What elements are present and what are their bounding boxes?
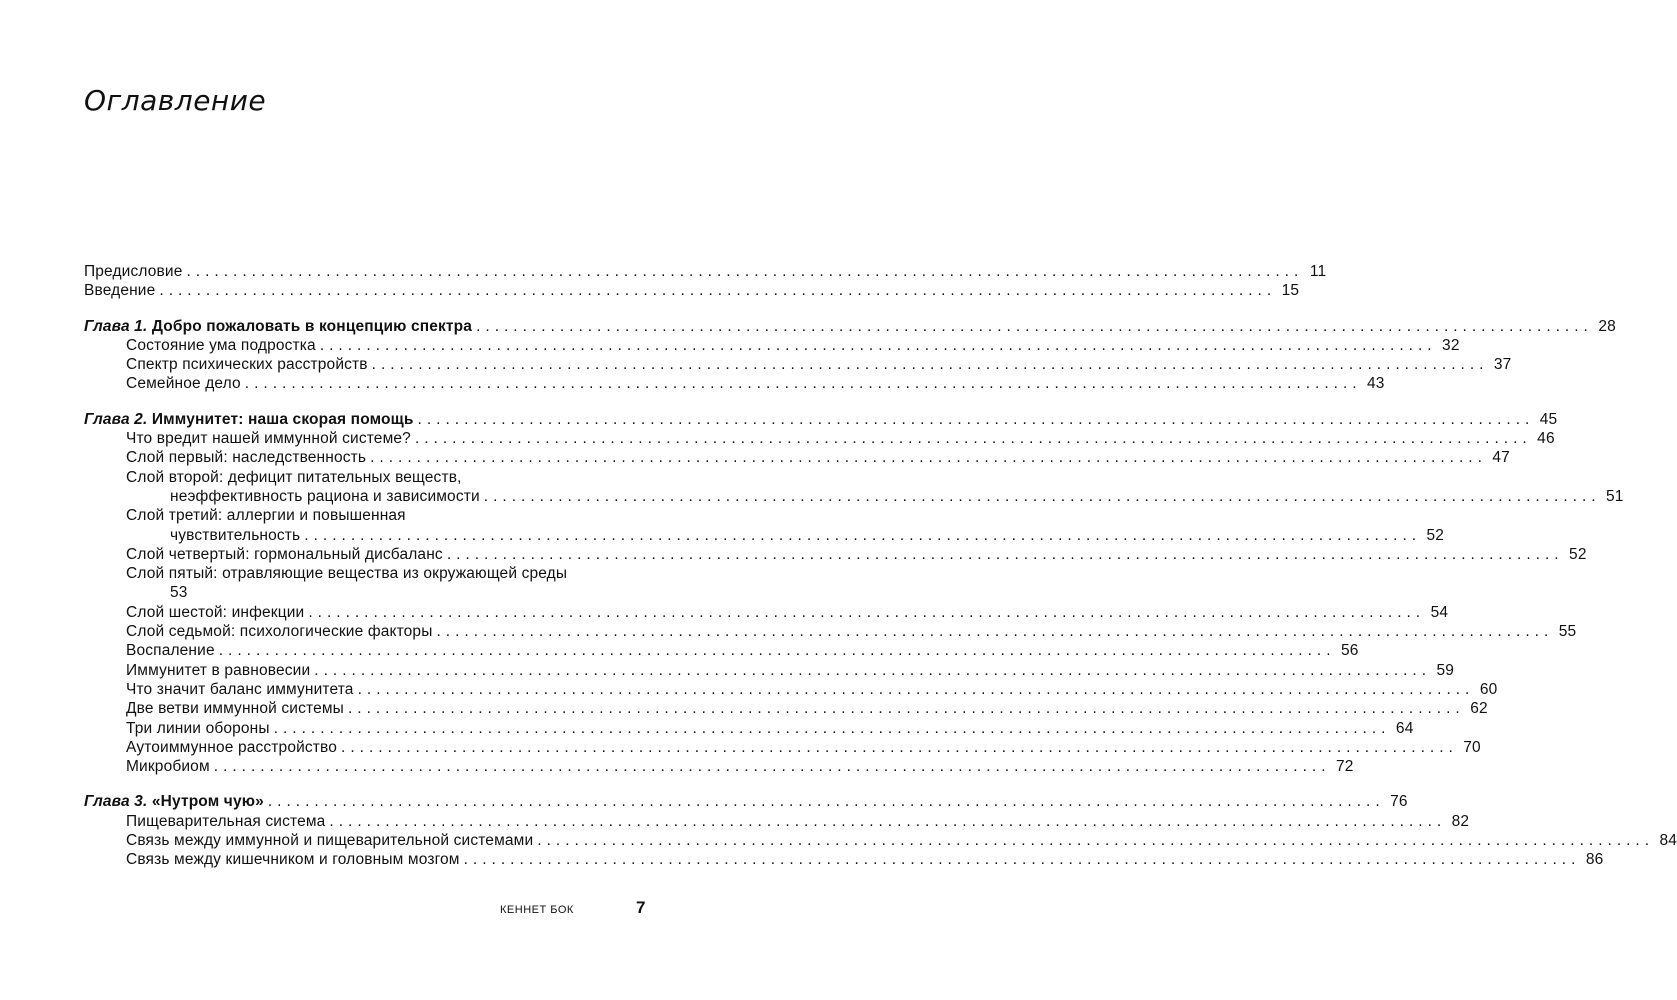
toc-entry-section[interactable] — [84, 355, 1512, 374]
entry-title: чувствительность — [170, 526, 301, 544]
toc-entry-section[interactable] — [84, 831, 1677, 850]
entry-title: Связь между иммунной и пищеварительной системами — [126, 832, 534, 850]
entry-title: Предисловие — [84, 263, 183, 280]
toc-entry-section[interactable] — [84, 603, 1449, 622]
toc-entry-section[interactable] — [84, 545, 1587, 564]
dot-leader: ........................................................................................................................ — [436, 623, 1554, 641]
entry-page-number: 59 — [1436, 661, 1455, 679]
entry-title: Пищеварительная система — [126, 812, 326, 830]
entry-page-number: 51 — [1606, 487, 1624, 505]
entry-page-number: 54 — [1430, 603, 1449, 621]
table-of-contents — [84, 262, 1677, 886]
dot-leader: ........................................................................................................................ — [370, 449, 1487, 467]
toc-entry-section[interactable] — [84, 719, 1414, 738]
entry-page-number: 64 — [1395, 719, 1414, 737]
entry-title: неэффективность рациона и зависимости — [170, 487, 480, 505]
entry-page-number: 76 — [1390, 793, 1408, 811]
dot-leader: ........................................................................................................................ — [446, 545, 1564, 563]
toc-entry-section[interactable] — [84, 699, 1488, 718]
entry-page-number: 43 — [1367, 375, 1385, 393]
toc-entry-chapter-1[interactable] — [84, 317, 1616, 336]
running-footer-author: КЕННЕТ БОК — [500, 904, 574, 916]
chapter-title: «Нутром чую» — [151, 793, 264, 811]
entry-page-number: 15 — [1281, 282, 1300, 300]
section-title-long[interactable]: Слой пятый: отравляющие вещества из окружающей среды — [126, 565, 568, 583]
entry-page-number: 84 — [1659, 832, 1677, 850]
toc-entry-preface[interactable] — [84, 262, 1327, 281]
dot-leader: ........................................................................................................................ — [159, 282, 1277, 300]
dot-leader: ........................................................................................................................ — [417, 410, 1535, 428]
chapter-1-group — [84, 317, 1616, 394]
chapter-2-group — [84, 410, 1624, 777]
entry-title: Семейное дело — [126, 375, 241, 393]
toc-entry-section[interactable] — [84, 526, 1445, 545]
entry-title: Слой седьмой: психологические факторы — [126, 623, 433, 641]
toc-entry-section[interactable] — [84, 487, 1624, 506]
toc-entry-section[interactable] — [84, 812, 1470, 831]
entry-page-number: 47 — [1492, 449, 1510, 467]
dot-leader: ........................................................................................................................ — [476, 317, 1593, 335]
entry-page-number: 52 — [1569, 545, 1587, 563]
chapter-title: Добро пожаловать в концепцию спектра — [151, 317, 473, 335]
chapter-label: Глава 2. — [84, 410, 148, 428]
page-number: 7 — [636, 898, 646, 917]
entry-title: Спектр психических расстройств — [126, 356, 368, 374]
entry-page-number: 55 — [1558, 623, 1577, 641]
entry-title: Слой первый: наследственность — [126, 449, 367, 467]
chapter-title: Иммунитет: наша скорая помощь — [151, 410, 414, 428]
dot-leader: ........................................................................................................................ — [213, 758, 1331, 776]
entry-title: Что значит баланс иммунитета — [126, 680, 354, 698]
entry-title: Состояние ума подростка — [126, 336, 316, 354]
toc-entry-section[interactable] — [84, 850, 1604, 869]
dot-leader: ........................................................................................................................ — [463, 851, 1581, 869]
dot-leader: ........................................................................................................................ — [304, 526, 1422, 544]
dot-leader: ........................................................................................................................ — [371, 356, 1489, 374]
entry-page-number: 70 — [1463, 738, 1481, 756]
chapter-3-group — [84, 792, 1677, 869]
toc-entry-section[interactable] — [84, 680, 1498, 699]
toc-entry-section[interactable] — [84, 738, 1481, 757]
entry-title: Воспаление — [126, 642, 215, 660]
toc-entry-section[interactable] — [84, 641, 1359, 660]
dot-leader: ........................................................................................................................ — [314, 661, 1432, 679]
entry-page-number: 32 — [1442, 336, 1460, 354]
dot-leader: ........................................................................................................................ — [186, 263, 1304, 280]
toc-entry-section[interactable] — [84, 661, 1455, 680]
dot-leader: ........................................................................................................................ — [341, 738, 1458, 756]
entry-page-number: 52 — [1426, 526, 1445, 544]
front-matter-group — [84, 262, 1327, 301]
entry-page-number: 46 — [1537, 430, 1555, 448]
toc-entry-section[interactable] — [84, 448, 1510, 467]
chapter-label: Глава 3. — [84, 793, 148, 811]
entry-title: Слой шестой: инфекции — [126, 603, 305, 621]
entry-title: Три линии обороны — [126, 719, 270, 737]
toc-entry-section[interactable] — [84, 429, 1555, 448]
toc-entry-section[interactable] — [84, 336, 1460, 355]
dot-leader: ........................................................................................................................ — [319, 336, 1437, 354]
toc-entry-chapter-2[interactable] — [84, 410, 1558, 429]
dot-leader: ........................................................................................................................ — [244, 375, 1362, 393]
entry-title: Микробиом — [126, 758, 210, 776]
page-title: Оглавление — [84, 84, 267, 117]
dot-leader: ........................................................................................................................ — [483, 487, 1601, 505]
toc-entry-introduction[interactable] — [84, 281, 1300, 300]
dot-leader: ........................................................................................................................ — [267, 793, 1385, 811]
toc-entry-section[interactable] — [84, 374, 1385, 393]
section-title-line-1[interactable]: Слой второй: дефицит питательных веществ, — [126, 468, 462, 486]
entry-page-number: 60 — [1479, 680, 1498, 698]
entry-page-number: 11 — [1309, 263, 1327, 280]
chapter-label: Глава 1. — [84, 317, 148, 335]
entry-page-number: 82 — [1451, 812, 1470, 830]
dot-leader: ........................................................................................................................ — [329, 812, 1447, 830]
entry-title: Связь между кишечником и головным мозгом — [126, 851, 460, 869]
entry-title: Иммунитет в равновесии — [126, 661, 311, 679]
entry-page-number: 86 — [1585, 851, 1604, 869]
toc-entry-chapter-3[interactable] — [84, 792, 1408, 811]
entry-title: Две ветви иммунной системы — [126, 700, 344, 718]
entry-page-number: 56 — [1340, 642, 1359, 660]
entry-page-number: 62 — [1470, 700, 1488, 718]
entry-title: Введение — [84, 282, 156, 300]
entry-page-number: 72 — [1336, 758, 1354, 776]
entry-page-number: 45 — [1539, 410, 1558, 428]
toc-entry-section[interactable] — [84, 757, 1354, 776]
dot-leader: ........................................................................................................................ — [218, 642, 1336, 660]
entry-title: Слой четвертый: гормональный дисбаланс — [126, 545, 443, 563]
dot-leader: ........................................................................................................................ — [308, 603, 1426, 621]
entry-page-number: 28 — [1598, 317, 1616, 335]
entry-page-number: 37 — [1493, 356, 1512, 374]
dot-leader: ........................................................................................................................ — [414, 430, 1532, 448]
dot-leader: ........................................................................................................................ — [273, 719, 1391, 737]
entry-page-number: 53 — [170, 584, 188, 602]
dot-leader: ........................................................................................................................ — [347, 700, 1465, 718]
section-title-line-1[interactable]: Слой третий: аллергии и повышенная — [126, 507, 406, 525]
dot-leader: ........................................................................................................................ — [537, 832, 1655, 850]
toc-entry-section[interactable] — [84, 622, 1577, 641]
entry-title: Что вредит нашей иммунной системе? — [126, 430, 411, 448]
entry-title: Аутоиммунное расстройство — [126, 738, 338, 756]
dot-leader: ........................................................................................................................ — [357, 680, 1475, 698]
